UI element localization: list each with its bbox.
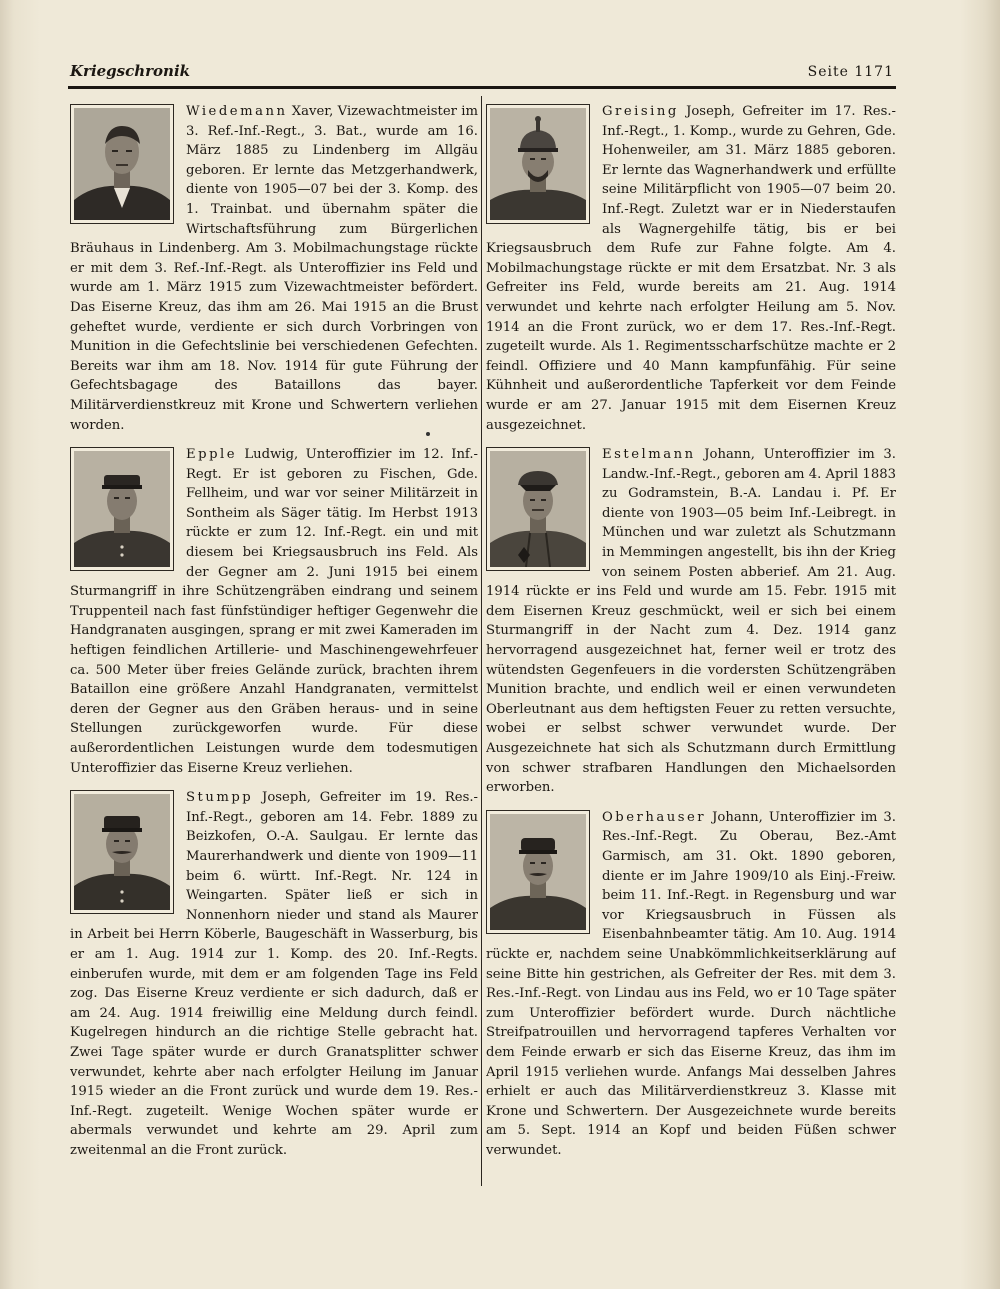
entry-name: Estelmann — [602, 447, 696, 463]
left-column — [70, 102, 478, 1168]
entry-greising — [486, 102, 896, 435]
entry-text: Xaver, Vizewachtmeister im 3. Ref.-Inf.-Regt., 3. Bat., wurde am 16. März 1885 zu Lindenberg im Allgäu geboren. Er lernte das Metzgerhandwerk, diente von 1905—07 bei der 3. Komp. des 1. Trainbat. und übernahm später die Wirtschaftsführung zum Bürgerlichen Bräuhaus in Lindenberg. Am 3. Mobilmachungstage rückte er mit dem 3. Ref.-Inf.-Regt. als Unteroffizier ins Feld und wurde am 1. März 1915 zum Vizewachtmeister befördert. Das Eiserne Kreuz, das ihm am 26. Mai 1915 an die Brust geheftet wurde, verdiente er sich durch Vorbringen von Munition in die Gefechtslinie bei verschiedenen Gefechten. Bereits war ihm am 18. Nov. 1914 für gute Führung der Gefechtsbagage des Bataillons das bayer. Militärverdienstkreuz mit Krone und Schwertern verliehen worden. — [70, 104, 478, 433]
entry-text: Johann, Unteroffizier im 3. Res.-Inf.-Regt. Zu Oberau, Bez.-Amt Garmisch, am 31. Okt. 1890 geboren, diente er im Jahre 1909/10 als Einj.-Freiw. beim 11. Inf.-Regt. in Regensburg und war vor Kriegsausbruch in Füssen als Eisenbahnbeamter tätig. Am 10. Aug. 1914 rückte er, nachdem seine Unabkömmlichkeitserklärung auf seine Bitte hin gestrichen, als Gefreiter der Res. mit dem 3. Res.-Inf.-Regt. von Lindau aus ins Feld, wo er 10 Tage später zum Unteroffizier befördert wurde. Durch nächtliche Streifpatrouillen und hervorragend tapferes Verhalten vor dem Feinde erwarb er sich das Eiserne Kreuz, das ihm im April 1915 verliehen wurde. Anfangs Mai desselben Jahres erhielt er auch das Militärverdienstkreuz 3. Klasse mit Krone und Schwertern. Der Ausgezeichnete wurde bereits am 5. Sept. 1914 an Kopf und beiden Füßen schwer verwundet. — [486, 809, 896, 1158]
entry-oberhauser — [486, 808, 896, 1161]
portrait-photo — [486, 810, 590, 934]
entry-text: Ludwig, Unteroffizier im 12. Inf.-Regt. Er ist geboren zu Fischen, Gde. Fellheim, und war vor seiner Militärzeit in Sontheim als Säger tätig. Im Herbst 1913 rückte er zum 12. Inf.-Regt. ein und mit diesem bei Kriegsausbruch ins Feld. Als der Gegner am 2. Juni 1915 bei einem Sturmangriff in ihre Schützengräben eindrang und seinem Truppenteil nach fast fünfstündiger heftiger Gegenwehr die Handgranaten ausgingen, sprang er mit zwei Kameraden im heftigen feindlichen Artillerie- und Maschinengewehrfeuer ca. 500 Meter über freies Gelände zurück, brachten ihrem Bataillon eine größere Anzahl Handgranaten, vermittelst deren der Gegner aus den Gräben heraus- und in seine Stellungen zurückgeworfen wurde. Für diese außerordentlichen Leistungen wurde dem todesmutigen Unteroffizier das Eiserne Kreuz verliehen. — [70, 447, 478, 776]
portrait-photo — [486, 104, 590, 224]
portrait-photo — [70, 447, 174, 571]
entry-text: Johann, Unteroffizier im 3. Landw.-Inf.-Regt., geboren am 4. April 1883 zu Godramstein, B.-A. Landau i. Pf. Er diente von 1903—05 beim Inf.-Leibregt. in München und war zuletzt als Schutzmann in Memmingen angestellt, bis ihn der Krieg von seinem Posten abberief. Am 21. Aug. 1914 rückte er ins Feld und wurde am 15. Febr. 1915 mit dem Eisernen Kreuz geschmückt, weil er sich bei einem Sturmangriff in der Nacht zum 4. Dez. 1914 ganz hervorragend ausgezeichnet hat, ferner weil er trotz des wütendsten Gegenfeuers in die vordersten Schützengräben Munition brachte, und endlich weil er einen verwundeten Oberleutnant aus dem heftigsten Feuer zu retten versuchte, wobei er selbst schwer verwundet wurde. Der Ausgezeichnete hat sich als Schutzmann durch Ermittlung von schwer strafbaren Handlungen den Michaelsorden erworben. — [486, 447, 896, 796]
portrait-photo — [70, 790, 174, 914]
entry-estelmann — [486, 445, 896, 798]
header-rule — [68, 86, 896, 89]
entry-name: Epple — [186, 447, 238, 463]
entry-epple — [70, 445, 478, 778]
entry-name: Greising — [602, 104, 679, 119]
portrait-photo — [70, 104, 174, 224]
running-title: Kriegschronik — [70, 62, 191, 80]
entry-name: Oberhauser — [602, 809, 707, 825]
entry-text: Joseph, Gefreiter im 19. Res.-Inf.-Regt., geboren am 14. Febr. 1889 zu Beizkofen, O.-A. Saulgau. Er lernte das Maurerhandwerk und diente von 1909—11 beim 6. württ. Inf.-Regt. Nr. 124 in Weingarten. Später ließ er sich in Nonnenhorn nieder und stand als Maurer in Arbeit bei Herrn Köberle, Baugeschäft in Wasserburg, bis er am 1. Aug. 1914 zur 1. Komp. des 20. Inf.-Regts. einberufen wurde, mit dem er am folgenden Tage ins Feld zog. Das Eiserne Kreuz verdiente er sich dadurch, daß er am 24. Aug. 1914 freiwillig eine Meldung durch feindl. Kugelregen hindurch an die richtige Stelle gebracht hat. Zwei Tage später wurde er durch Granatsplitter schwer verwundet, kehrte aber nach erfolgter Heilung im Januar 1915 wieder an die Front zurück und wurde dem 19. Res.-Inf.-Regt. zugeteilt. Wenige Wochen später wurde er abermals verwundet und kehrte am 29. April zum zweitenmal an die Front zurück. — [70, 790, 478, 1158]
entry-name: Stumpp — [186, 790, 254, 806]
entry-name: Wiedemann — [186, 104, 288, 119]
entry-wiedemann — [70, 102, 478, 435]
portrait-photo — [486, 447, 590, 571]
page-number: Seite 1171 — [807, 64, 894, 80]
entry-text: Joseph, Gefreiter im 17. Res.-Inf.-Regt., 1. Komp., wurde zu Gehren, Gde. Hohenweiler, am 31. März 1885 geboren. Er lernte das Wagnerhandwerk und erfüllte seine Militärpflicht von 1905—07 beim 20. Inf.-Regt. Zuletzt war er in Niederstaufen als Wagnergehilfe tätig, bis er bei Kriegsausbruch dem Rufe zur Fahne folgte. Am 4. Mobilmachungstage rückte er mit dem Ersatzbat. Nr. 3 als Gefreiter ins Feld, wurde bereits am 21. Aug. 1914 verwundet und kehrte nach erfolgter Heilung am 5. Nov. 1914 an die Front zurück, wo er dem 17. Res.-Inf.-Regt. zugeteilt wurde. Als 1. Regimentsscharfschütze machte er 2 feindl. Offiziere und 40 Mann kampfunfähig. Für seine Kühnheit und außerordentliche Tapferkeit vor dem Feinde wurde er am 27. Januar 1915 mit dem Eisernen Kreuz ausgezeichnet. — [486, 104, 896, 433]
right-column — [486, 102, 896, 1168]
entry-stumpp — [70, 788, 478, 1160]
column-divider — [481, 96, 482, 1186]
